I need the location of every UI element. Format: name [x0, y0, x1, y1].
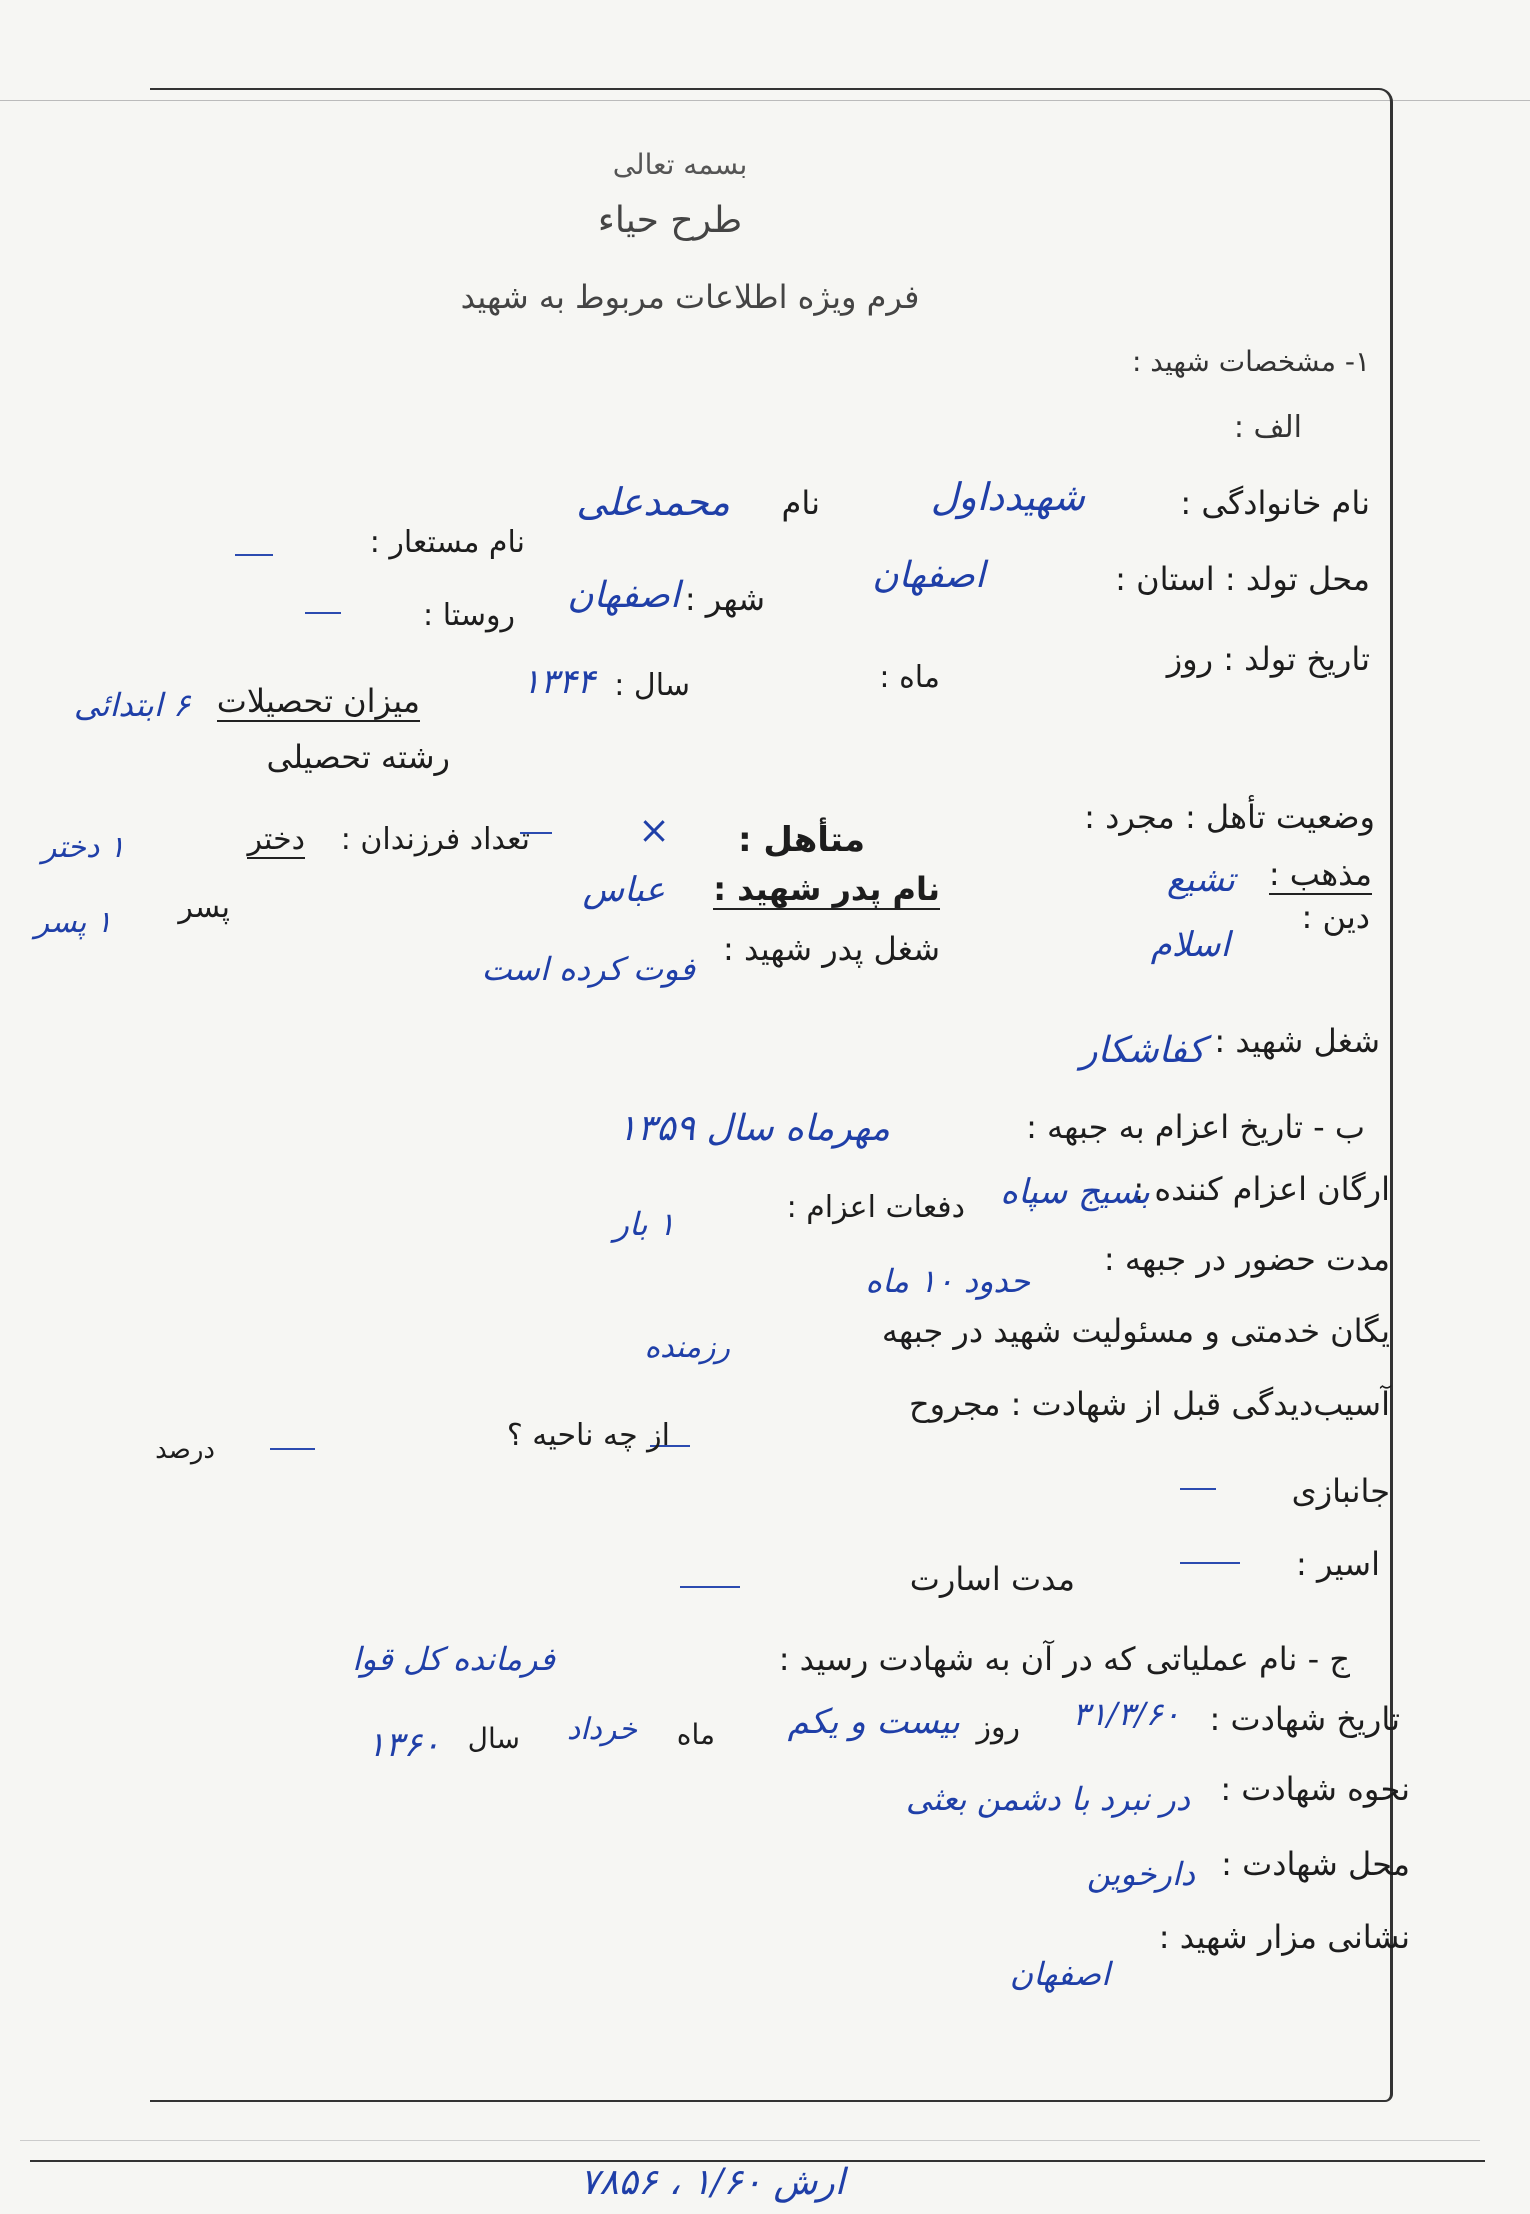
religion-label: دین :	[1301, 898, 1370, 936]
father-job-value: فوت کرده است	[481, 950, 695, 988]
family-name-label: نام خانوادگی :	[1180, 484, 1370, 522]
martyr-place-label: محل شهادت :	[1221, 1845, 1410, 1883]
form-border	[150, 88, 1393, 2102]
birth-year-value: ۱۳۴۴	[521, 662, 595, 702]
city-label: شهر :	[684, 580, 765, 618]
martyr-day-label: روز	[976, 1710, 1020, 1745]
marital-label: وضعیت تأهل : مجرد :	[1084, 798, 1375, 836]
birthplace-label: محل تولد : استان :	[1115, 560, 1370, 598]
dispatch-org-value: بسیج سپاه	[1000, 1172, 1150, 1212]
martyr-month-value: خرداد	[566, 1712, 637, 1747]
married-label: متأهل :	[737, 820, 865, 860]
duration-value: حدود ۱۰ ماه	[865, 1262, 1030, 1300]
year-label: سال :	[614, 668, 690, 703]
unit-value: رزمنده	[644, 1330, 730, 1365]
grave-address-label: نشانی مزار شهید :	[1158, 1918, 1410, 1956]
martyr-place-value: دارخوین	[1086, 1855, 1195, 1893]
month-label: ماه :	[879, 660, 940, 695]
martyr-date-value: ۳۱/۳/۶۰	[1072, 1695, 1180, 1733]
form-title: فرم ویژه اطلاعات مربوط به شهید	[460, 278, 920, 316]
injury-label: آسیب‌دیدگی قبل از شهادت : مجروح	[908, 1385, 1390, 1423]
dispatch-date-value: مهرماه سال ۱۳۵۹	[617, 1108, 890, 1149]
father-name-value: عباس	[582, 870, 665, 910]
children-label: تعداد فرزندان :	[340, 822, 530, 857]
captive-value	[1180, 1562, 1240, 1564]
father-job-label: شغل پدر شهید :	[723, 930, 940, 968]
village-label: روستا :	[423, 598, 515, 633]
dispatch-count-value: ۱ بار	[613, 1205, 675, 1243]
martyr-date-label: تاریخ شهادت :	[1209, 1700, 1400, 1738]
birthdate-label: تاریخ تولد : روز	[1166, 640, 1370, 678]
martyr-year-label: سال	[467, 1722, 520, 1755]
scan-artifact-line	[20, 2140, 1480, 2141]
martyr-month-label: ماه	[676, 1718, 715, 1751]
captivity-duration-value	[680, 1586, 740, 1588]
dispatch-org-label: ارگان اعزام کننده :	[1133, 1170, 1390, 1208]
daughter-label: دختر	[247, 822, 305, 857]
injury-region-label: از چه ناحیه ؟	[506, 1418, 670, 1453]
dispatch-count-label: دفعات اعزام :	[786, 1190, 965, 1225]
father-name-label: نام پدر شهید :	[713, 870, 940, 908]
education-value: ۶ ابتدائی	[73, 686, 190, 724]
alias-value	[235, 554, 273, 556]
dispatch-date-label: ب - تاریخ اعزام به جبهه :	[1026, 1108, 1365, 1146]
martyr-year-value: ۱۳۶۰	[366, 1725, 440, 1765]
field-of-study-label: رشته تحصیلی	[266, 738, 450, 776]
reference-number: ۷۸۵۶ ، ۱/۶۰ ارش	[580, 2162, 845, 2203]
grave-address-value: اصفهان	[1009, 1955, 1110, 1993]
part-alef: الف :	[1233, 410, 1302, 445]
veteran-value	[1180, 1488, 1216, 1490]
operation-value: فرمانده کل قوا	[352, 1640, 555, 1678]
sect-label: مذهب :	[1268, 855, 1372, 893]
city-value: اصفهان	[567, 575, 680, 616]
martyr-day-value: بیست و یکم	[787, 1702, 960, 1742]
unit-label: یگان خدمتی و مسئولیت شهید در جبهه	[881, 1312, 1390, 1350]
injury-region-value	[270, 1448, 315, 1450]
alias-label: نام مستعار :	[369, 525, 525, 560]
son-value: ۱ پسر	[34, 905, 112, 940]
daughter-value: ۱ دختر	[41, 830, 125, 865]
project-title: طرح حیاء	[597, 200, 743, 241]
martyr-job-value: کفاشکار	[1080, 1030, 1205, 1071]
province-value: اصفهان	[872, 555, 985, 596]
manner-value: در نبرد با دشمن بعثی	[905, 1780, 1190, 1818]
family-name-value: شهیدداول	[930, 475, 1085, 519]
village-value	[305, 612, 341, 614]
education-label: میزان تحصیلات	[216, 682, 420, 720]
first-name-label: نام	[781, 484, 820, 522]
son-label: پسر	[178, 890, 230, 925]
married-value: ×	[638, 808, 670, 852]
operation-label: ج - نام عملیاتی که در آن به شهادت رسید :	[778, 1640, 1350, 1678]
religion-value: اسلام	[1150, 925, 1230, 965]
captivity-duration-label: مدت اسارت	[909, 1560, 1075, 1598]
captive-label: اسیر :	[1296, 1545, 1380, 1583]
injury-percent-label: درصد	[155, 1435, 215, 1465]
section-1-title: ۱- مشخصات شهید :	[1131, 345, 1370, 378]
sect-value: تشیع	[1166, 860, 1235, 900]
martyr-job-label: شغل شهید :	[1214, 1022, 1380, 1060]
basmala: بسمه تعالی	[612, 148, 748, 181]
first-name-value: محمدعلی	[576, 480, 730, 524]
manner-label: نحوه شهادت :	[1220, 1770, 1410, 1808]
duration-label: مدت حضور در جبهه :	[1103, 1240, 1390, 1278]
veteran-label: جانبازی	[1291, 1472, 1390, 1510]
